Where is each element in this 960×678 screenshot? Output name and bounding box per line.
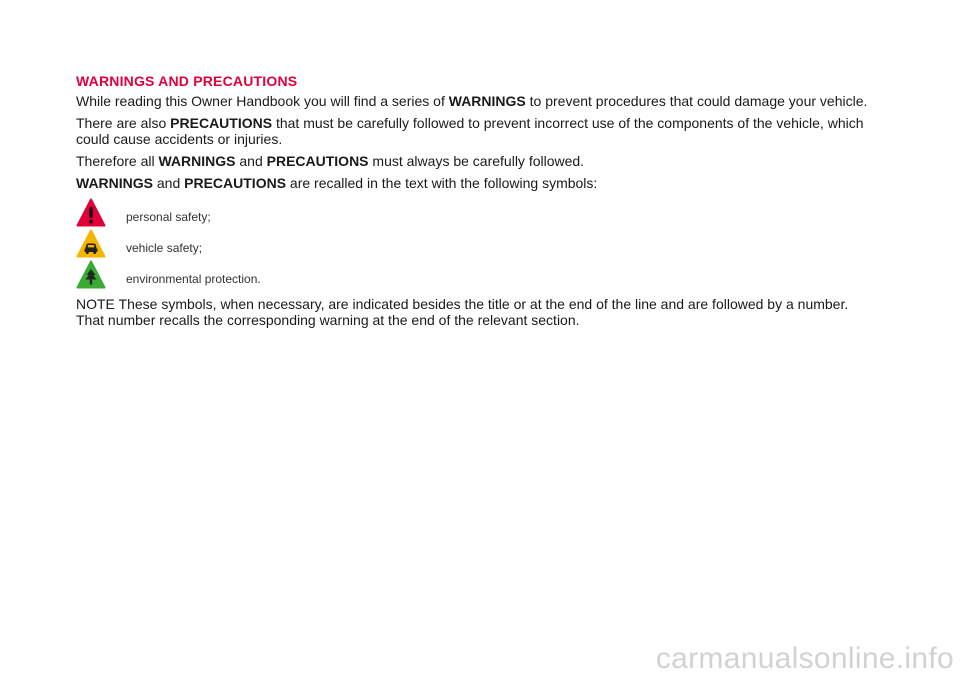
paragraph-text: and — [153, 175, 185, 191]
precautions-keyword: PRECAUTIONS — [170, 115, 273, 131]
paragraph-text: and — [235, 153, 267, 169]
section-title: WARNINGS AND PRECAUTIONS — [76, 73, 298, 89]
personal-safety-icon — [76, 198, 106, 228]
symbol-label: environmental protection. — [126, 271, 261, 286]
symbol-label: vehicle safety; — [126, 240, 203, 255]
symbol-list — [76, 197, 876, 290]
vehicle-safety-icon — [76, 229, 106, 259]
warnings-keyword: WARNINGS — [76, 175, 153, 191]
watermark: carmanualsonline.info — [655, 642, 954, 675]
paragraph-text: There are also — [76, 115, 171, 131]
warnings-keyword: WARNINGS — [158, 153, 236, 169]
warnings-keyword: WARNINGS — [448, 93, 526, 109]
environmental-protection-icon — [76, 260, 106, 290]
symbol-label: personal safety; — [126, 209, 211, 224]
symbol-row-vehicle-safety — [76, 228, 876, 259]
precautions-keyword: PRECAUTIONS — [266, 153, 369, 169]
paragraph-always-follow — [76, 153, 876, 169]
paragraph-warnings-intro — [76, 93, 876, 109]
paragraph-text: are recalled in the text with the following symbols: — [286, 175, 598, 191]
paragraph-text: to prevent procedures that could damage your vehicle. — [525, 93, 868, 109]
symbol-row-personal-safety — [76, 197, 876, 228]
paragraph-text: Therefore all — [76, 153, 159, 169]
precautions-keyword: PRECAUTIONS — [184, 175, 287, 191]
paragraph-precautions-intro — [76, 115, 876, 147]
document-page — [76, 73, 876, 328]
paragraph-text: While reading this Owner Handbook you will find a series of — [76, 93, 449, 109]
paragraph-text: must always be carefully followed. — [368, 153, 585, 169]
note-paragraph: NOTE These symbols, when necessary, are indicated besides the title or at the end of the line and are followed by a number. That number recalls the corresponding warning at the end of the relevant section. — [76, 296, 849, 328]
symbol-row-environmental-protection — [76, 259, 876, 290]
paragraph-symbols-intro — [76, 175, 876, 191]
paragraph-text: that must be carefully followed to prevent incorrect use of the components of the vehicle, which could cause accidents or injuries. — [76, 115, 864, 147]
